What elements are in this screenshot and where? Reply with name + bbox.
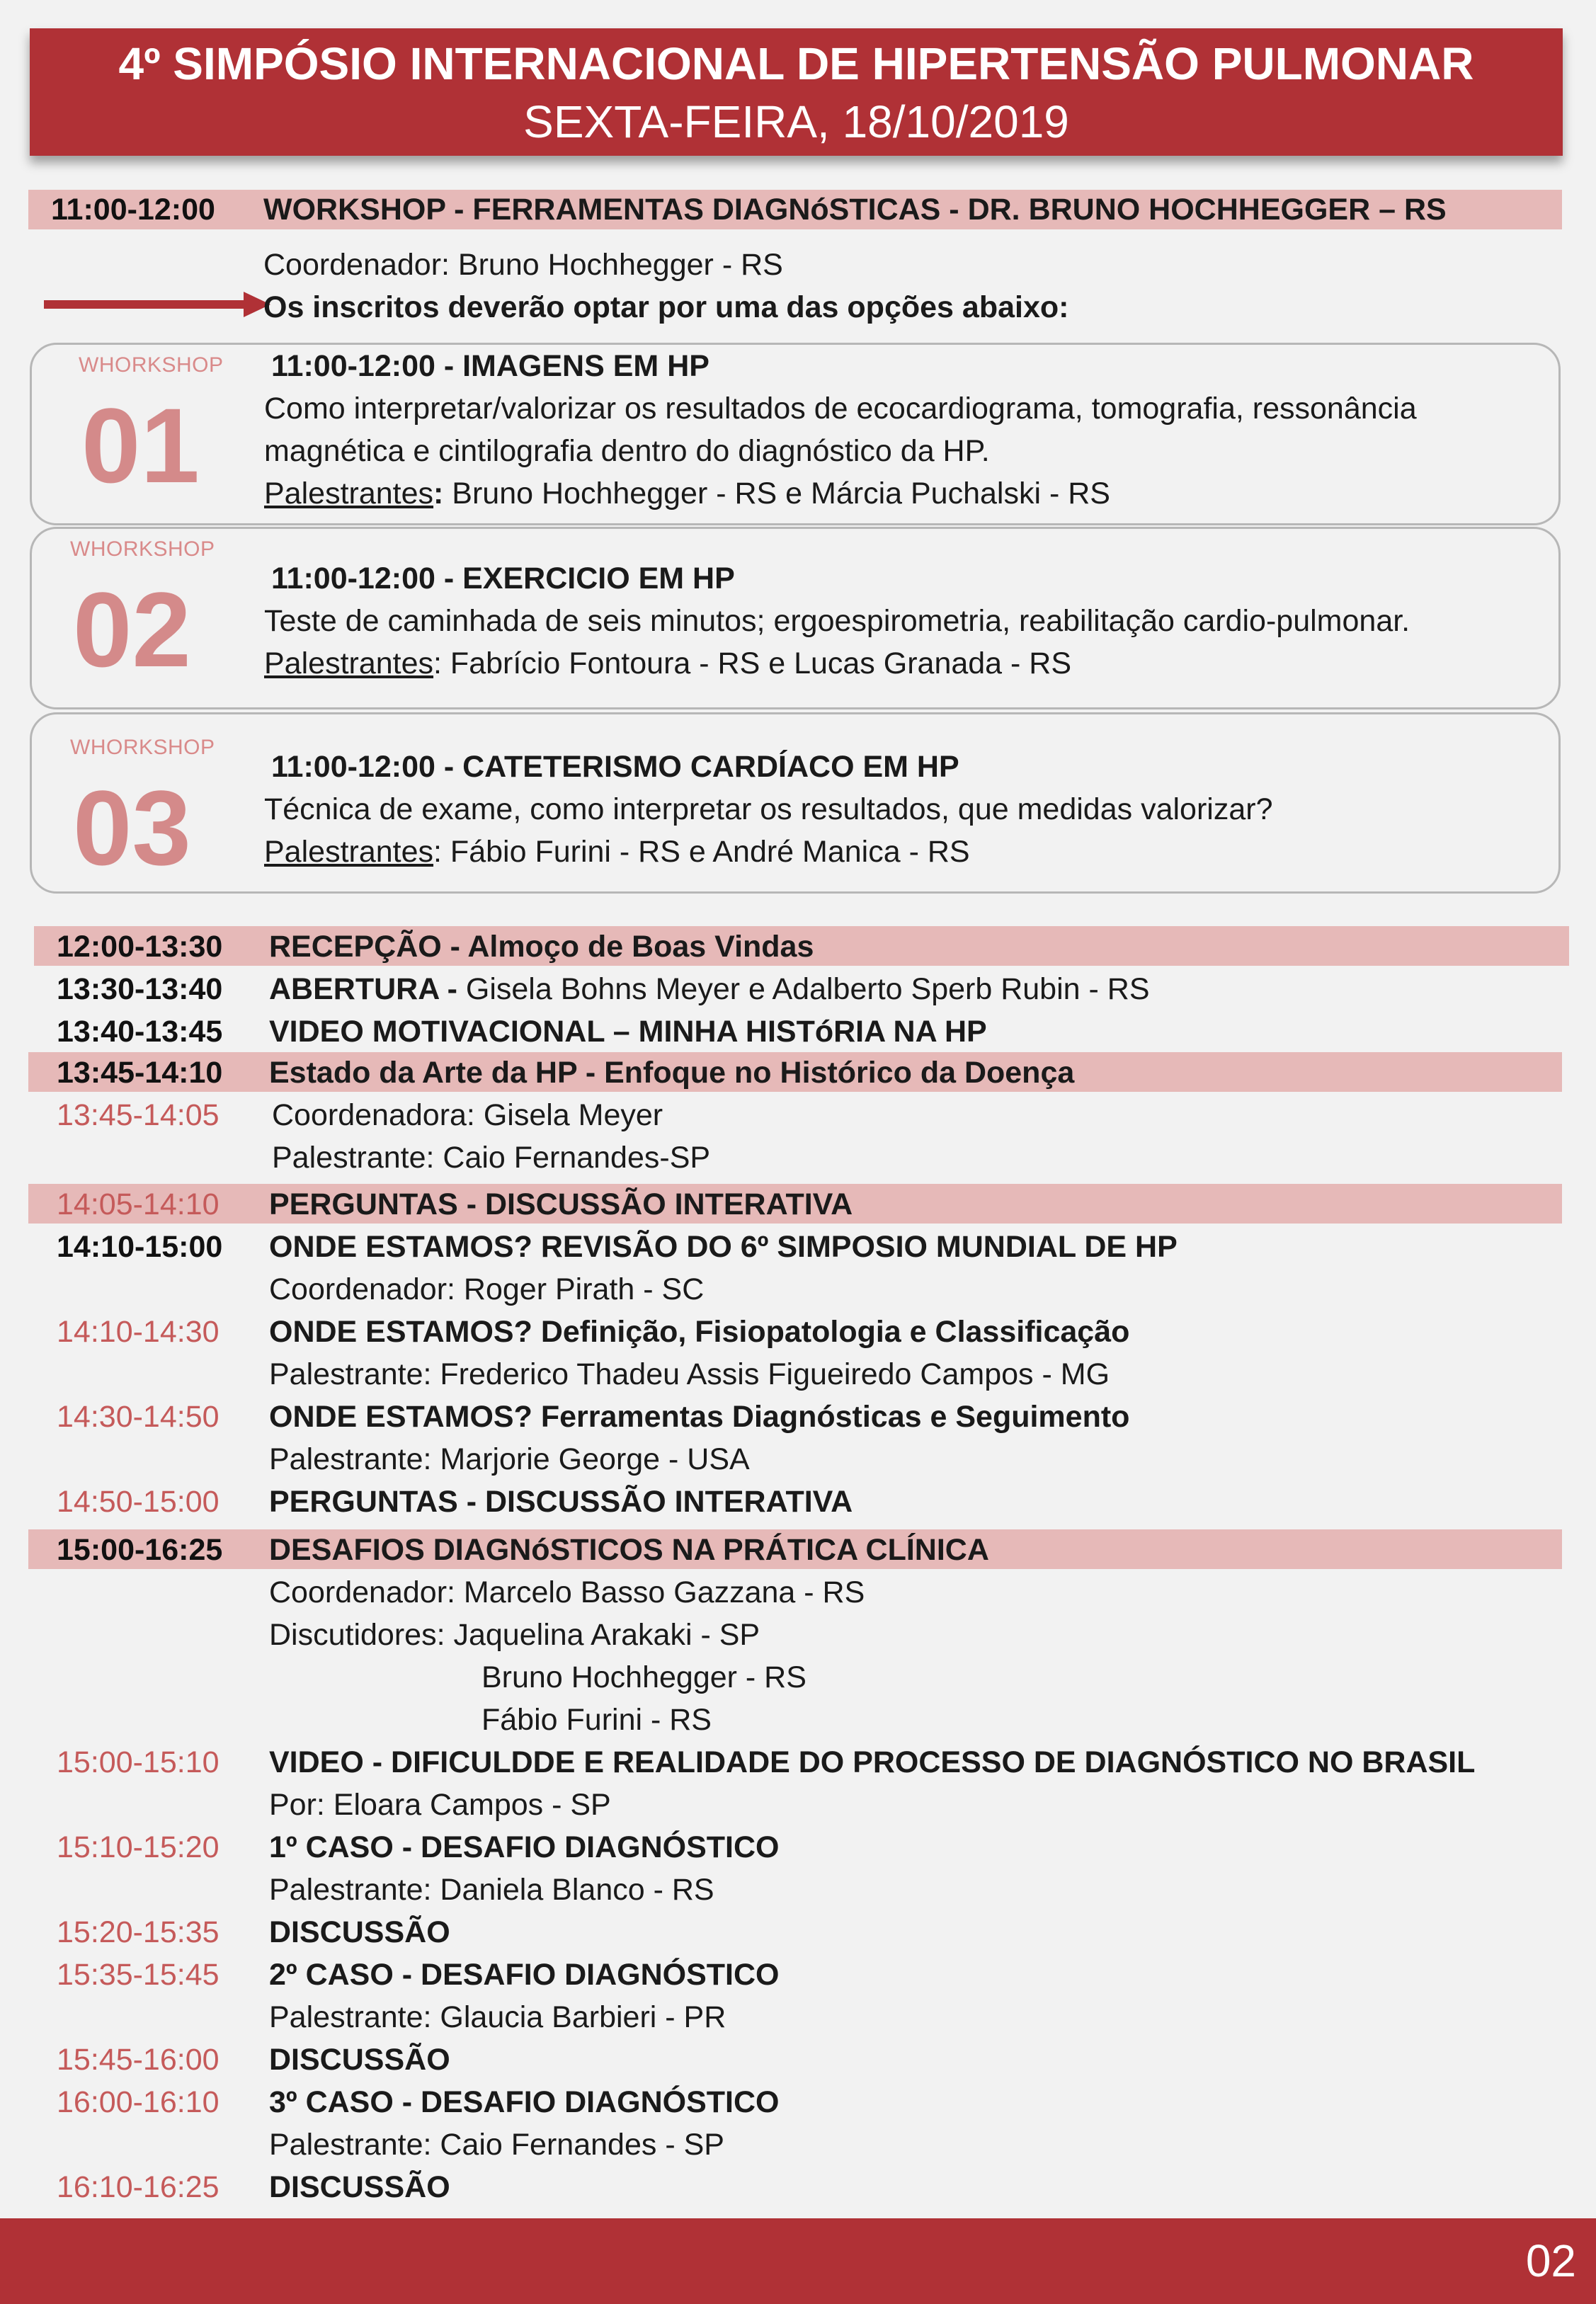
workshop-coordinator: Coordenador: Bruno Hochhegger - RS	[263, 248, 783, 282]
schedule-time: 13:40-13:45	[57, 1015, 223, 1049]
speakers-label: Palestrantes	[264, 646, 434, 680]
workshop-item-title: 11:00-12:00 - CATETERISMO CARDÍACO EM HP	[271, 750, 959, 784]
schedule-time: 15:35-15:45	[57, 1958, 220, 1992]
schedule-time: 15:00-16:25	[57, 1533, 223, 1567]
schedule-item	[269, 2167, 450, 2207]
schedule-item	[269, 1530, 989, 1570]
schedule-detail: Gisela Bohns Meyer e Adalberto Sperb Rubin - RS	[465, 972, 1150, 1006]
schedule-time: 15:45-16:00	[57, 2043, 220, 2077]
schedule-detail: Discutidores: Jaquelina Arakaki - SP	[269, 1618, 760, 1652]
speakers-names: Fabrício Fontoura - RS e Lucas Granada - RS	[441, 646, 1072, 680]
schedule-title: ONDE ESTAMOS? REVISÃO DO 6º SIMPOSIO MUNDIAL DE HP	[269, 1230, 1178, 1264]
speakers-separator: :	[433, 835, 442, 869]
schedule-title: DISCUSSÃO	[269, 1915, 450, 1949]
workshop-item-speakers	[264, 474, 1110, 513]
schedule-time: 16:10-16:25	[57, 2170, 220, 2204]
schedule-time: 15:20-15:35	[57, 1915, 220, 1949]
schedule-time: 14:05-14:10	[57, 1187, 220, 1221]
schedule-detail: Palestrante: Glaucia Barbieri - PR	[269, 2000, 726, 2034]
schedule-title: RECEPÇÃO - Almoço de Boas Vindas	[269, 930, 814, 964]
workshop-label: WHORKSHOP	[79, 353, 224, 377]
schedule-item	[269, 1053, 1074, 1093]
schedule-title: 2º CASO - DESAFIO DIAGNÓSTICO	[269, 1958, 780, 1992]
schedule-title: 3º CASO - DESAFIO DIAGNÓSTICO	[269, 2085, 780, 2119]
workshop-item-title: 11:00-12:00 - EXERCICIO EM HP	[271, 561, 735, 595]
schedule-detail: Palestrante: Marjorie George - USA	[269, 1442, 750, 1476]
schedule-detail: Palestrante: Daniela Blanco - RS	[269, 1873, 714, 1907]
schedule-title: VIDEO - DIFICULDDE E REALIDADE DO PROCESSO DE DIAGNÓSTICO NO BRASIL	[269, 1745, 1476, 1779]
page-number: 02	[1525, 2235, 1576, 2286]
schedule-time: 14:10-14:30	[57, 1315, 220, 1349]
schedule-time: 13:45-14:05	[57, 1098, 220, 1132]
workshop-card-02	[30, 527, 1561, 709]
speakers-names: Fábio Furini - RS e André Manica - RS	[441, 835, 970, 869]
schedule-detail: Por: Eloara Campos - SP	[269, 1788, 611, 1822]
schedule-time: 14:50-15:00	[57, 1485, 220, 1519]
speakers-separator: :	[433, 477, 444, 511]
schedule-title: 1º CASO - DESAFIO DIAGNÓSTICO	[269, 1830, 780, 1864]
schedule-detail: Bruno Hochhegger - RS	[481, 1660, 806, 1694]
workshop-number: 02	[73, 570, 191, 689]
schedule-time: 14:30-14:50	[57, 1400, 220, 1434]
schedule-item	[269, 1955, 779, 1995]
schedule-item	[269, 2040, 450, 2080]
schedule-title: DESAFIOS DIAGNóSTICOS NA PRÁTICA CLÍNICA	[269, 1533, 989, 1567]
speakers-separator: :	[433, 646, 442, 680]
schedule-detail: Coordenador: Marcelo Basso Gazzana - RS	[269, 1575, 865, 1609]
workshop-number: 03	[73, 768, 191, 887]
workshop-item-title: 11:00-12:00 - IMAGENS EM HP	[271, 349, 709, 383]
schedule-title: ABERTURA -	[269, 972, 466, 1006]
schedule-time: 13:45-14:10	[57, 1056, 223, 1090]
workshop-item-speakers	[264, 832, 970, 872]
workshop-item-desc: Como interpretar/valorizar os resultados de ecocardiograma, tomografia, ressonância	[264, 392, 1417, 426]
schedule-item	[269, 1227, 1178, 1267]
arrow-right-icon	[44, 290, 270, 319]
workshop-title: WORKSHOP - FERRAMENTAS DIAGNóSTICAS - DR. BRUNO HOCHHEGGER – RS	[263, 193, 1447, 227]
schedule-item	[269, 1743, 1475, 1782]
schedule-title: DISCUSSÃO	[269, 2043, 450, 2077]
schedule-time: 12:00-13:30	[57, 930, 223, 964]
workshop-card-03	[30, 712, 1561, 894]
schedule-title: ONDE ESTAMOS? Ferramentas Diagnósticas e Seguimento	[269, 1400, 1130, 1434]
page-footer	[0, 2218, 1596, 2304]
schedule-detail: Fábio Furini - RS	[481, 1703, 712, 1737]
workshop-card-01	[30, 343, 1561, 525]
schedule-item	[269, 1012, 987, 1051]
schedule-title: ONDE ESTAMOS? Definição, Fisiopatologia e Classificação	[269, 1315, 1130, 1349]
symposium-date: SEXTA-FEIRA, 18/10/2019	[523, 96, 1069, 147]
schedule-time: 15:00-15:10	[57, 1745, 220, 1779]
schedule-title: VIDEO MOTIVACIONAL – MINHA HISTóRIA NA HP	[269, 1015, 987, 1049]
schedule-detail: Palestrante: Caio Fernandes-SP	[272, 1141, 711, 1175]
schedule-item	[269, 2082, 779, 2122]
schedule-item	[269, 1912, 450, 1952]
workshop-instruction: Os inscritos deverão optar por uma das opções abaixo:	[263, 290, 1069, 324]
schedule-time: 13:30-13:40	[57, 972, 223, 1006]
schedule-title: PERGUNTAS - DISCUSSÃO INTERATIVA	[269, 1485, 853, 1519]
schedule-title: PERGUNTAS - DISCUSSÃO INTERATIVA	[269, 1187, 853, 1221]
schedule-item	[269, 1312, 1129, 1352]
schedule-time: 16:00-16:10	[57, 2085, 220, 2119]
schedule-item	[269, 1482, 853, 1522]
schedule-detail: Palestrante: Frederico Thadeu Assis Figueiredo Campos - MG	[269, 1357, 1110, 1391]
speakers-names: Bruno Hochhegger - RS e Márcia Puchalski - RS	[443, 477, 1110, 511]
workshop-number: 01	[81, 386, 200, 505]
workshop-item-desc: Teste de caminhada de seis minutos; ergoespirometria, reabilitação cardio-pulmonar.	[264, 604, 1410, 638]
workshop-label: WHORKSHOP	[70, 736, 215, 759]
speakers-label: Palestrantes	[264, 835, 434, 869]
schedule-detail: Coordenadora: Gisela Meyer	[272, 1098, 663, 1132]
schedule-time: 14:10-15:00	[57, 1230, 223, 1264]
workshop-label: WHORKSHOP	[70, 537, 215, 561]
schedule-item	[269, 969, 1150, 1009]
schedule-detail: Palestrante: Caio Fernandes - SP	[269, 2128, 724, 2162]
schedule-title: Estado da Arte da HP - Enfoque no Histórico da Doença	[269, 1056, 1075, 1090]
speakers-label: Palestrantes	[264, 477, 434, 511]
schedule-item	[269, 927, 814, 966]
schedule-detail: Coordenador: Roger Pirath - SC	[269, 1272, 705, 1306]
schedule-item	[269, 1185, 853, 1224]
schedule-time: 15:10-15:20	[57, 1830, 220, 1864]
workshop-time: 11:00-12:00	[51, 193, 215, 227]
page-header	[30, 28, 1563, 156]
workshop-item-desc: Técnica de exame, como interpretar os resultados, que medidas valorizar?	[264, 792, 1273, 826]
symposium-title: 4º SIMPÓSIO INTERNACIONAL DE HIPERTENSÃO PULMONAR	[118, 38, 1474, 89]
workshop-item-desc: magnética e cintilografia dentro do diagnóstico da HP.	[264, 434, 990, 468]
schedule-title: DISCUSSÃO	[269, 2170, 450, 2204]
schedule-item	[269, 1827, 779, 1867]
workshop-item-speakers	[264, 644, 1071, 683]
schedule-item	[269, 1397, 1129, 1437]
